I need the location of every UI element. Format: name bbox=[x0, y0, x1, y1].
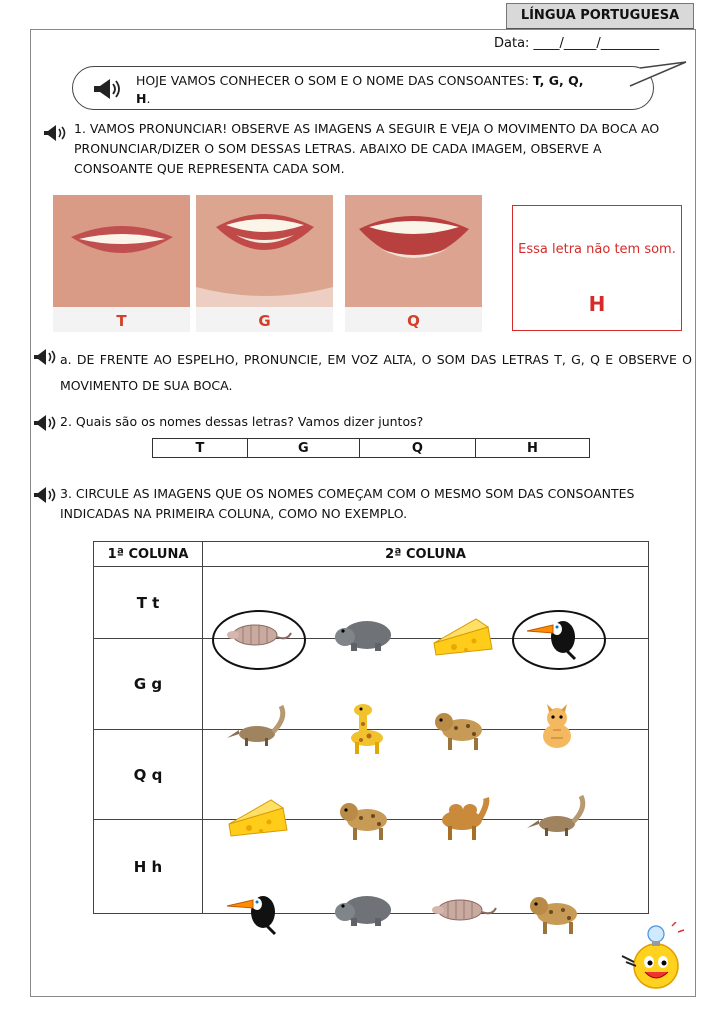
mouth-letter: T bbox=[116, 312, 127, 330]
queijo-icon[interactable] bbox=[223, 794, 293, 846]
letter-cell: Q bbox=[359, 439, 475, 458]
column-1-header: 1ª COLUNA bbox=[94, 542, 203, 567]
intro-text: HOJE VAMOS CONHECER O SOM E O NOME DAS CONSOANTES: T, G, Q, H. bbox=[136, 73, 584, 106]
animal-cell bbox=[203, 567, 649, 639]
table-row bbox=[94, 567, 649, 639]
camelo-icon[interactable] bbox=[428, 794, 498, 846]
queijo-icon[interactable] bbox=[428, 613, 498, 665]
tatu-icon[interactable] bbox=[428, 888, 498, 940]
column-2-header: 2ª COLUNA bbox=[203, 542, 649, 567]
divider bbox=[506, 28, 694, 29]
smiley-lightbulb-icon bbox=[612, 922, 688, 990]
h-info-box bbox=[512, 205, 682, 331]
gato-icon[interactable] bbox=[523, 704, 593, 756]
row-letter: Q q bbox=[94, 730, 203, 820]
question-1: 1. VAMOS PRONUNCIAR! OBSERVE AS IMAGENS A SEGUIR E VEJA O MOVIMENTO DA BOCA AO PRONUNCIAR/DIZER O SOM DESSAS LETRAS. ABAIXO DE CADA IMAGEM, OBSERVE A CONSOANTE QUE REPRESENTA CADA SOM. bbox=[74, 121, 660, 176]
hipopotamo-icon[interactable] bbox=[333, 888, 403, 940]
mouth-photo-t bbox=[53, 195, 190, 332]
letter-names-table bbox=[152, 438, 590, 458]
question-a: a. DE FRENTE AO ESPELHO, PRONUNCIE, EM VOZ ALTA, O SOM DAS LETRAS T, G, Q E OBSERVE O MOVIMENTO DE SUA BOCA. bbox=[60, 352, 692, 393]
hiena-icon[interactable] bbox=[428, 704, 498, 756]
hipopotamo-icon[interactable] bbox=[333, 613, 403, 665]
h-info-text: Essa letra não tem som. bbox=[518, 242, 676, 257]
circle-table bbox=[93, 541, 649, 914]
question-2: 2. Quais são os nomes dessas letras? Vamos dizer juntos? bbox=[60, 414, 424, 429]
megaphone-icon bbox=[42, 123, 68, 143]
megaphone-icon bbox=[32, 413, 58, 433]
quati-icon[interactable] bbox=[523, 794, 593, 846]
megaphone-icon bbox=[92, 76, 122, 102]
date-field[interactable]: Data: ____/_____/_________ bbox=[494, 36, 660, 51]
megaphone-icon bbox=[32, 347, 58, 367]
mouth-photo-g bbox=[196, 195, 333, 332]
question-3: 3. CIRCULE AS IMAGENS QUE OS NOMES COMEÇAM COM O MESMO SOM DAS CONSOANTES INDICADAS NA PRIMEIRA COLUNA, COMO NO EXEMPLO. bbox=[60, 486, 635, 521]
tucano-icon[interactable] bbox=[223, 888, 293, 940]
megaphone-icon bbox=[32, 485, 58, 505]
row-letter: G g bbox=[94, 639, 203, 730]
letter-cell: H bbox=[475, 439, 589, 458]
circle-mark bbox=[212, 610, 306, 670]
mouth-photo-q bbox=[345, 195, 482, 332]
hiena-icon[interactable] bbox=[523, 888, 593, 940]
quati-icon[interactable] bbox=[223, 704, 293, 756]
hiena-icon[interactable] bbox=[333, 794, 403, 846]
row-letter: T t bbox=[94, 567, 203, 639]
mouth-letter: G bbox=[258, 312, 271, 330]
girafa-icon[interactable] bbox=[333, 704, 403, 756]
circle-mark bbox=[512, 610, 606, 670]
subject-title: LÍNGUA PORTUGUESA bbox=[506, 3, 694, 29]
row-letter: H h bbox=[94, 820, 203, 914]
mouth-letter: Q bbox=[407, 312, 420, 330]
letter-cell: G bbox=[247, 439, 359, 458]
letter-cell: T bbox=[153, 439, 248, 458]
h-info-letter: H bbox=[588, 292, 606, 316]
